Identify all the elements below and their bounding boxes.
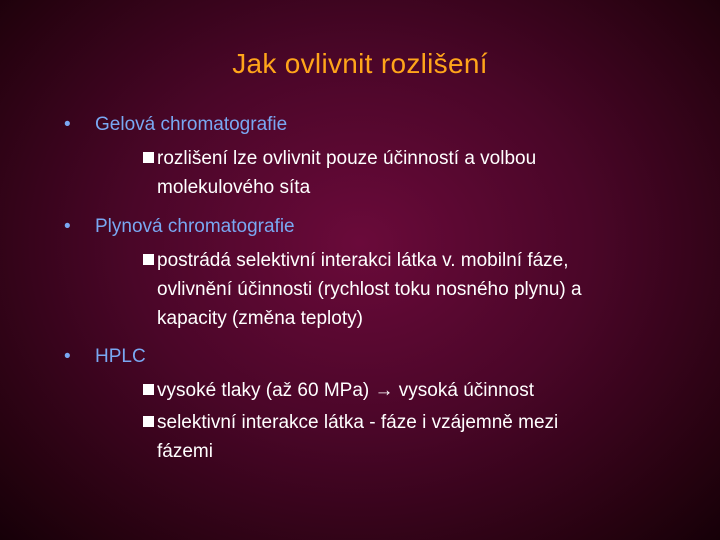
sub-item-text: vysoké tlaky (až 60 MPa) <box>157 380 375 401</box>
sub-item-text: vysoká účinnost <box>393 380 534 401</box>
square-bullet-icon <box>143 152 154 163</box>
sub-item <box>143 246 582 333</box>
bullet-dot: • <box>64 216 71 237</box>
section-label: HPLC <box>95 346 146 367</box>
sub-item-line: molekulového síta <box>157 177 311 198</box>
bullet-dot: • <box>64 346 71 367</box>
sub-item-line: ovlivnění účinnosti (rychlost toku nosného plynu) a <box>157 279 582 300</box>
square-bullet-icon <box>143 254 154 265</box>
sub-item <box>143 408 558 466</box>
section-label: Plynová chromatografie <box>95 216 295 237</box>
slide-title: Jak ovlivnit rozlišení <box>232 48 488 79</box>
sub-item-line: postrádá selektivní interakci látka v. mobilní fáze, <box>157 250 569 271</box>
right-arrow-icon: → <box>374 380 394 401</box>
sub-item-line: fázemi <box>157 441 213 462</box>
sub-item <box>143 376 534 405</box>
sub-item-line: selektivní interakce látka - fáze i vzájemně mezi <box>157 412 559 433</box>
bullet-dot: • <box>64 114 71 135</box>
sub-item <box>143 144 536 202</box>
sub-item-line: rozlišení lze ovlivnit pouze účinností a volbou <box>157 148 537 169</box>
square-bullet-icon <box>143 416 154 427</box>
section-label: Gelová chromatografie <box>95 114 288 135</box>
sub-item-line: kapacity (změna teploty) <box>157 308 363 329</box>
square-bullet-icon <box>143 384 154 395</box>
